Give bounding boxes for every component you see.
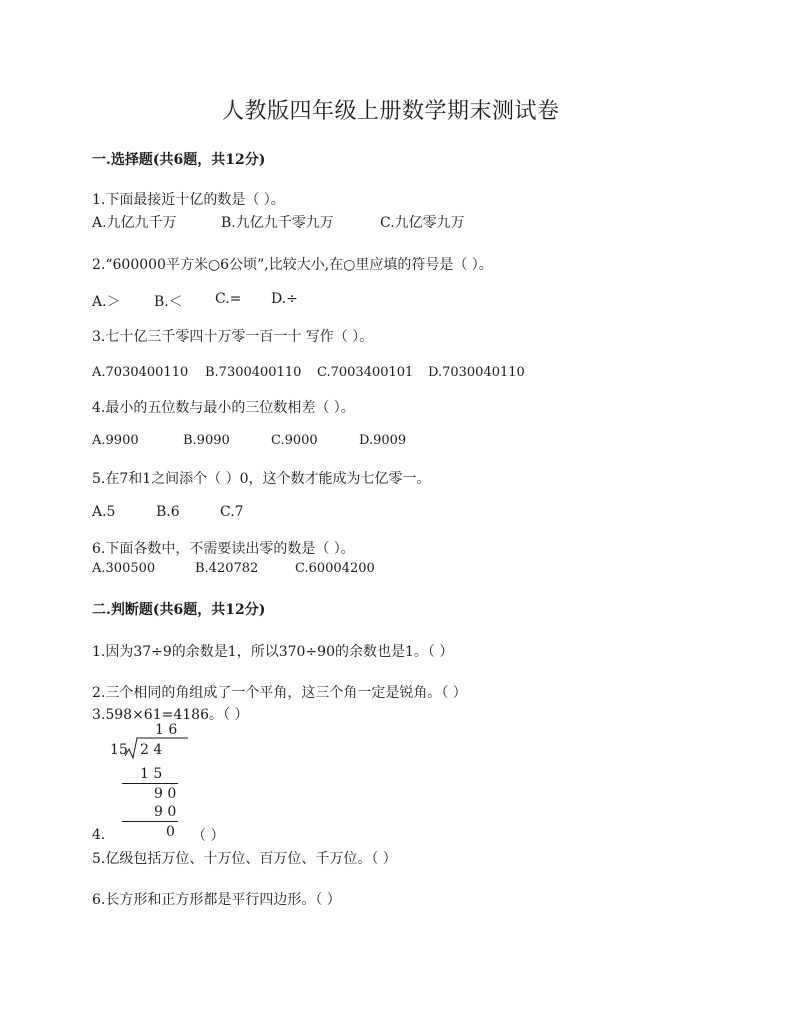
question-text: 6.长方形和正方形都是平行四边形。（ ）: [92, 892, 341, 908]
option-a: A.300500: [92, 561, 156, 576]
option-a: A.9900: [92, 433, 139, 448]
option-a: A.九亿九千万: [92, 215, 177, 231]
option-a: A.＞: [92, 294, 121, 310]
option-a: A.7030400110: [92, 365, 189, 380]
option-b: B.6: [156, 504, 180, 520]
question-text: 3.598×61=4186。（ ）: [92, 707, 249, 723]
option-d: D.9009: [359, 433, 407, 448]
division-divisor: 15: [110, 742, 128, 758]
option-b: B.9090: [183, 433, 230, 448]
option-b: B.420782: [195, 561, 259, 576]
option-d: D.÷: [271, 291, 298, 307]
option-c: C.=: [215, 291, 242, 307]
question-text: 2.“600000平方米○6公顷”,比较大小,在○里应填的符号是（ ）。: [92, 257, 493, 273]
division-remainder: 0: [166, 824, 175, 840]
division-line: [122, 783, 178, 784]
option-c: C.60004200: [295, 561, 375, 576]
question-text: 1.下面最接近十亿的数是（ ）。: [92, 192, 285, 208]
question-text: 2.三个相同的角组成了一个平角，这三个角一定是锐角。（ ）: [92, 685, 467, 701]
answer-bracket: （ ）: [192, 828, 225, 844]
question-text: 6.下面各数中，不需要读出零的数是（ ）。: [92, 541, 355, 557]
option-b: B.7300400110: [205, 365, 302, 380]
option-d: D.7030040110: [428, 365, 525, 380]
option-c: C.9000: [271, 433, 318, 448]
option-b: B.九亿九千零九万: [221, 215, 334, 231]
section-heading-judgment: 二.判断题(共6题，共12分): [92, 602, 266, 618]
question-text: 5.在7和1之间添个（ ）0，这个数才能成为七亿零一。: [92, 471, 431, 487]
division-line: [122, 821, 178, 822]
option-c: C.7003400101: [317, 365, 414, 380]
option-c: C.九亿零九万: [380, 215, 465, 231]
section-heading-choice: 一.选择题(共6题，共12分): [92, 152, 266, 168]
question-text: 3.七十亿三千零四十万零一百一十 写作（ ）。: [92, 329, 374, 345]
page-title: 人教版四年级上册数学期末测试卷: [222, 99, 560, 124]
question-text: 5.亿级包括万位、十万位、百万位、千万位。（ ）: [92, 851, 397, 867]
division-step3: 9 0: [154, 804, 177, 820]
option-b: B.＜: [154, 294, 183, 310]
question-text: 4.最小的五位数与最小的三位数相差（ ）。: [92, 400, 355, 416]
division-step2: 9 0: [154, 786, 177, 802]
division-quotient: 1 6: [155, 722, 178, 738]
question-number: 4.: [92, 827, 106, 843]
question-text: 1.因为37÷9的余数是1，所以370÷90的余数也是1。（ ）: [92, 644, 454, 660]
option-a: A.5: [92, 504, 116, 520]
option-c: C.7: [220, 504, 244, 520]
division-step1: 1 5: [140, 766, 163, 782]
division-dividend: 2 4: [140, 742, 163, 758]
